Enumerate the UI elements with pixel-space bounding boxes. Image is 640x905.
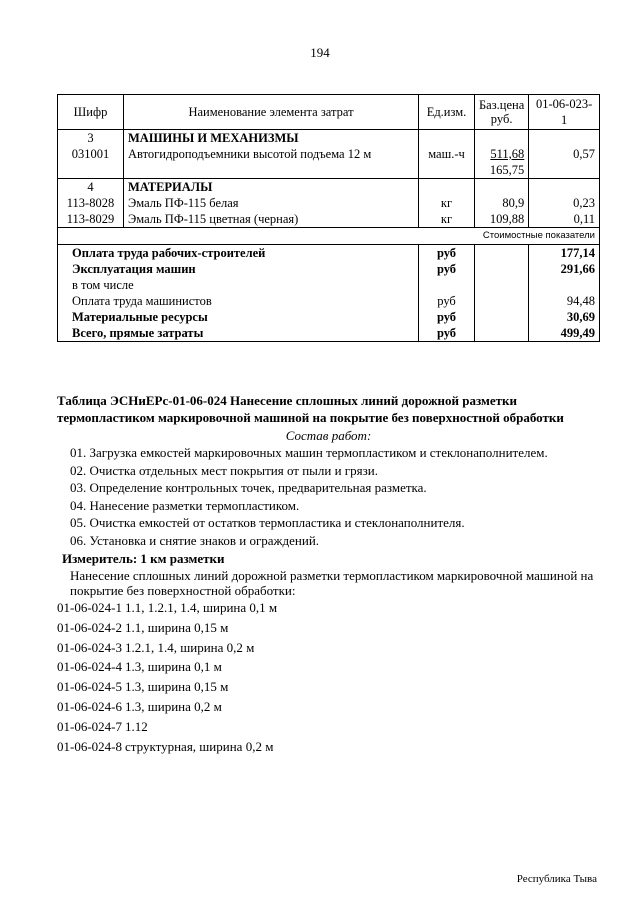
total-unit: руб: [419, 245, 475, 262]
variant-code: 01-06-024-2: [57, 619, 122, 635]
total-unit: руб: [419, 309, 475, 325]
total-unit: руб: [419, 293, 475, 309]
total-name: в том числе: [58, 277, 419, 293]
row-price-secondary: 165,75: [489, 163, 525, 177]
measure-unit: Измеритель: 1 км разметки: [62, 551, 225, 566]
row-price-main: 511,68: [490, 147, 525, 161]
total-value: 499,49: [529, 325, 600, 342]
list-item: 02. Очистка отдельных мест покрытия от пыли и грязи.: [70, 462, 378, 478]
section-number: 3: [58, 130, 124, 147]
variant-text: 1.3, ширина 0,2 м: [125, 698, 222, 714]
total-value: 177,14: [529, 245, 600, 262]
row-unit: маш.-ч: [419, 146, 475, 179]
work-composition-heading: Состав работ:: [285, 428, 372, 443]
total-name: Эксплуатация машин: [58, 261, 419, 277]
footer-region: Республика Тыва: [516, 873, 597, 885]
variant-text: 1.1, ширина 0,15 м: [125, 619, 229, 635]
table-title: [57, 392, 617, 426]
cost-indicators-row: [58, 228, 600, 245]
page-number: 194: [310, 45, 330, 60]
header-name: Наименование элемента затрат: [124, 95, 419, 130]
section-title: МАШИНЫ И МЕХАНИЗМЫ: [124, 130, 419, 147]
row-code: 031001: [58, 146, 124, 179]
row-value: 0,57: [529, 146, 600, 179]
list-item: 06. Установка и снятие знаков и ограждений.: [70, 532, 320, 548]
list-item: [57, 619, 617, 639]
section-title: МАТЕРИАЛЫ: [124, 179, 419, 196]
header-price-line1: Баз.цена: [479, 98, 525, 112]
total-row: [58, 261, 600, 277]
row-unit: кг: [419, 195, 475, 211]
list-item: 05. Очистка емкостей от остатков термопластика и стеклонаполнителя.: [70, 515, 465, 531]
list-item: 04. Нанесение разметки термопластиком.: [70, 497, 300, 513]
table-row: [58, 195, 600, 211]
row-price: 80,9: [475, 195, 529, 211]
variant-code: 01-06-024-4: [57, 659, 122, 675]
resource-table: [57, 94, 600, 342]
variant-code: 01-06-024-6: [57, 698, 122, 714]
total-row: [58, 309, 600, 325]
total-row: [58, 245, 600, 262]
list-item: [57, 658, 617, 678]
total-name: Материальные ресурсы: [58, 309, 419, 325]
table-title-line2: термопластиком маркировочной машиной на покрытие без поверхностной обработки: [57, 410, 564, 425]
row-name: Эмаль ПФ-115 цветная (черная): [124, 211, 419, 228]
variant-list: [57, 599, 617, 757]
list-item: [57, 738, 617, 758]
total-unit: руб: [419, 261, 475, 277]
variant-description: Нанесение сплошных линий дорожной разметки термопластиком маркировочной машиной на покрытие без поверхностной обработки:: [70, 568, 594, 598]
list-item: [57, 639, 617, 659]
list-item: [57, 678, 617, 698]
section-header-row: [58, 179, 600, 196]
total-name: Всего, прямые затраты: [58, 325, 419, 342]
section-number: 4: [58, 179, 124, 196]
table-title-line1: Таблица ЭСНиЕРс-01-06-024 Нанесение сплошных линий дорожной разметки: [57, 393, 518, 408]
row-price: 109,88: [475, 211, 529, 228]
total-name: Оплата труда рабочих-строителей: [58, 245, 419, 262]
list-item: [57, 599, 617, 619]
total-value: [529, 277, 600, 293]
variant-text: структурная, ширина 0,2 м: [125, 738, 274, 754]
total-row: [58, 293, 600, 309]
variant-text: 1.12: [125, 718, 148, 734]
header-price-line2: руб.: [490, 112, 513, 126]
work-list: [70, 444, 630, 550]
header-unit: Ед.изм.: [419, 95, 475, 130]
table-row: [58, 146, 600, 179]
row-code: 113-8028: [58, 195, 124, 211]
total-value: 30,69: [529, 309, 600, 325]
variant-code: 01-06-024-1: [57, 600, 122, 615]
row-unit: кг: [419, 211, 475, 228]
variant-code: 01-06-024-3: [57, 639, 122, 655]
total-name: Оплата труда машинистов: [58, 293, 419, 309]
header-price: [475, 95, 529, 130]
section-header-row: [58, 130, 600, 147]
total-row: [58, 277, 600, 293]
table-header-row: [58, 95, 600, 130]
row-value: 0,23: [529, 195, 600, 211]
header-code: Шифр: [58, 95, 124, 130]
total-row: [58, 325, 600, 342]
variant-text: 1.1, 1.2.1, 1.4, ширина 0,1 м: [125, 600, 278, 615]
list-item: 01. Загрузка емкостей маркировочных машин термопластиком и стеклонаполнителем.: [70, 445, 548, 460]
list-item: [57, 698, 617, 718]
list-item: [57, 718, 617, 738]
row-name: Автогидроподъемники высотой подъема 12 м: [124, 146, 419, 179]
table-row: [58, 211, 600, 228]
variant-code: 01-06-024-8: [57, 738, 122, 754]
header-column-id: 01-06-023-1: [529, 95, 600, 130]
row-name: Эмаль ПФ-115 белая: [124, 195, 419, 211]
variant-code: 01-06-024-5: [57, 679, 122, 695]
total-value: 291,66: [529, 261, 600, 277]
total-unit: руб: [419, 325, 475, 342]
row-value: 0,11: [529, 211, 600, 228]
variant-code: 01-06-024-7: [57, 718, 122, 734]
total-unit: [419, 277, 475, 293]
variant-text: 1.3, ширина 0,1 м: [125, 659, 222, 675]
row-price: [475, 146, 529, 179]
row-code: 113-8029: [58, 211, 124, 228]
total-value: 94,48: [529, 293, 600, 309]
variant-text: 1.2.1, 1.4, ширина 0,2 м: [125, 639, 255, 655]
variant-text: 1.3, ширина 0,15 м: [125, 679, 229, 695]
list-item: 03. Определение контрольных точек, предварительная разметка.: [70, 480, 427, 496]
cost-indicators-label: Стоимостные показатели: [58, 228, 600, 245]
